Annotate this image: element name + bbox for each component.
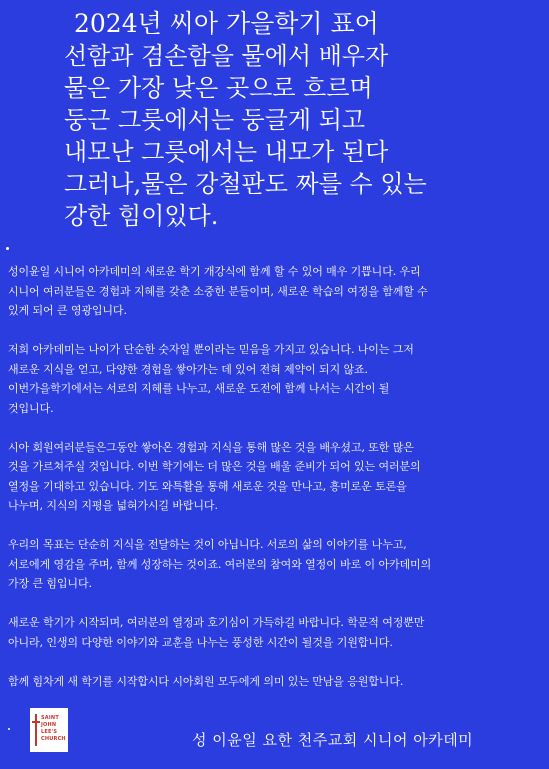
logo-text-line: SAINT (41, 715, 59, 721)
text-line: 아니라, 인생의 다양한 이야기와 교훈을 나누는 풍성한 시간이 될것을 기원합니다. (8, 635, 393, 649)
text-line: 새로운 학기가 시작되며, 여러분의 열정과 호기심이 가득하길 바랍니다. 학문적 여정뿐만 (8, 616, 425, 629)
paragraph-2 (8, 340, 540, 418)
welcome-letter (8, 262, 540, 711)
motto-line-6: 강한 힘이있다. (64, 202, 219, 230)
paragraph-5 (8, 613, 540, 652)
logo-text-line: LEE'S (41, 729, 58, 735)
text-line: 성이윤일 시니어 아카데미의 새로운 학기 개강식에 함께 할 수 있어 매우 기쁩니다. 우리 (8, 265, 421, 278)
text-line: 새로운 지식을 얻고, 다양한 경험을 쌓아가는 데 있어 전혀 제약이 되지 않죠. (8, 362, 368, 376)
text-line: 것을 가르쳐주실 것입니다. 이번 학기에는 더 많은 것을 배울 준비가 되어 있는 여러분의 (8, 460, 421, 473)
headline-block (64, 8, 534, 232)
text-line: 서로에게 영감을 주며, 함께 성장하는 것이죠. 여러분의 참여와 열정이 바로 이 아카데미의 (8, 557, 432, 571)
logo-wordmark (41, 715, 67, 743)
text-line: 저희 아카데미는 나이가 단순한 숫자일 뿐이라는 믿음을 가지고 있습니다. 나이는 그저 (8, 343, 414, 356)
text-line: 열정을 기대하고 있습니다. 기도 와특활을 통해 새로운 것을 만나고, 흥미로운 토론을 (8, 479, 407, 493)
motto-line-4: 내모난 그릇에서는 내모가 된다 (64, 138, 389, 166)
church-logo (30, 708, 68, 752)
cross-icon (34, 714, 38, 746)
text-line: 것입니다. (8, 401, 54, 415)
bullet-dot (6, 247, 9, 250)
text-line: 우리의 목표는 단순히 지식을 전달하는 것이 아닙니다. 서로의 삶의 이야기를 나누고, (8, 538, 407, 551)
motto-line-3: 둥근 그릇에서는 둥글게 되고 (64, 106, 366, 134)
footer-dot (8, 728, 10, 730)
page-title: 2024년 씨아 가을학기 표어 (74, 9, 379, 38)
logo-text-line: CHURCH (41, 736, 66, 742)
footer (0, 700, 549, 769)
paragraph-3 (8, 438, 540, 516)
text-line: 이번가을학기에서는 서로의 지혜를 나누고, 새로운 도전에 함께 나서는 시간이 될 (8, 382, 390, 395)
paragraph-1 (8, 262, 540, 321)
organization-name: 성 이윤일 요한 천주교회 시니어 아카데미 (192, 731, 474, 749)
logo-text-line: JOHN (41, 722, 57, 728)
text-line: 가장 큰 힘입니다. (8, 577, 92, 590)
paragraph-4 (8, 535, 540, 594)
text-line: 함께 힘차게 새 학기를 시작합시다 시아회원 모두에게 의미 있는 만남을 응원합니다. (8, 674, 404, 688)
text-line: 시아 회원여러분들은그동안 쌓아온 경험과 지식을 통해 많은 것을 배우셨고, 또한 많은 (8, 440, 414, 454)
paragraph-6 (8, 672, 540, 692)
motto-line-1: 선함과 겸손함을 물에서 배우자 (64, 42, 389, 70)
text-line: 나누며, 지식의 지평을 넓혀가시길 바랍니다. (8, 499, 218, 512)
text-line: 있게 되어 큰 영광입니다. (8, 304, 127, 317)
motto-line-5: 그러나,물은 강철판도 짜를 수 있는 (64, 170, 427, 198)
motto-line-2: 물은 가장 낮은 곳으로 흐르며 (64, 74, 373, 102)
text-line: 시니어 여러분들은 경험과 지혜를 갖춘 소중한 분들이며, 새로운 학습의 여정을 함께할 수 (8, 284, 428, 298)
